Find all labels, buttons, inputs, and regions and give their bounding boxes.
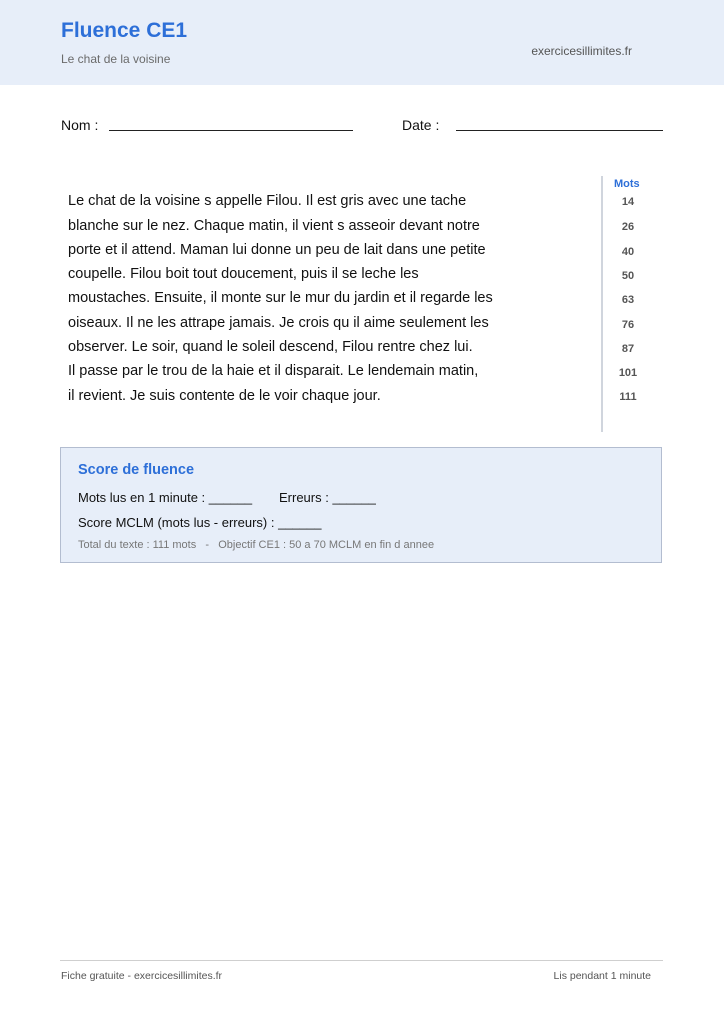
text-line: coupelle. Filou boit tout doucement, puis il se leche les xyxy=(68,266,419,282)
word-count: 111 xyxy=(619,391,637,403)
word-count: 26 xyxy=(621,221,635,233)
footer-left-text: Fiche gratuite - exercicesillimites.fr xyxy=(61,970,223,982)
word-count-divider xyxy=(601,176,603,432)
site-name: exercicesillimites.fr xyxy=(531,44,632,58)
score-box xyxy=(60,447,662,563)
erreurs-field: Erreurs : ______ xyxy=(279,490,376,505)
text-line: Il passe par le trou de la haie et il disparait. Le lendemain matin, xyxy=(68,363,479,379)
word-count: 63 xyxy=(621,294,635,306)
word-count: 87 xyxy=(621,343,635,355)
text-line: moustaches. Ensuite, il monte sur le mur du jardin et il regarde les xyxy=(68,290,493,306)
word-count: 40 xyxy=(621,246,635,258)
word-count: 50 xyxy=(621,270,635,282)
score-note: Total du texte : 111 mots - Objectif CE1 : 50 a 70 MCLM en fin d annee xyxy=(78,539,435,551)
text-line: observer. Le soir, quand le soleil descend, Filou rentre chez lui. xyxy=(68,339,473,355)
footer-divider xyxy=(60,960,663,961)
nom-line[interactable] xyxy=(109,130,353,131)
date-line[interactable] xyxy=(456,130,663,131)
nom-label: Nom : xyxy=(61,117,99,133)
mots-lus-field: Mots lus en 1 minute : ______ xyxy=(78,490,253,505)
mclm-field: Score MCLM (mots lus - erreurs) : ______ xyxy=(78,515,322,530)
page-header xyxy=(0,0,724,85)
text-line: oiseaux. Il ne les attrape jamais. Je crois qu il aime seulement les xyxy=(68,315,489,331)
date-label: Date : xyxy=(402,117,440,133)
text-line: Le chat de la voisine s appelle Filou. Il est gris avec une tache xyxy=(68,193,467,209)
word-count-header: Mots xyxy=(614,178,640,190)
text-line: il revient. Je suis contente de le voir chaque jour. xyxy=(68,388,381,404)
text-line: blanche sur le nez. Chaque matin, il vient s asseoir devant notre xyxy=(68,218,480,234)
score-title: Score de fluence xyxy=(78,462,195,478)
text-line: porte et il attend. Maman lui donne un peu de lait dans une petite xyxy=(68,242,486,258)
word-count: 101 xyxy=(618,367,638,379)
footer-right-text: Lis pendant 1 minute xyxy=(553,970,651,982)
page-title: Fluence CE1 xyxy=(61,19,188,42)
word-count: 76 xyxy=(621,319,635,331)
word-count: 14 xyxy=(621,196,635,208)
page-subtitle: Le chat de la voisine xyxy=(61,52,171,66)
